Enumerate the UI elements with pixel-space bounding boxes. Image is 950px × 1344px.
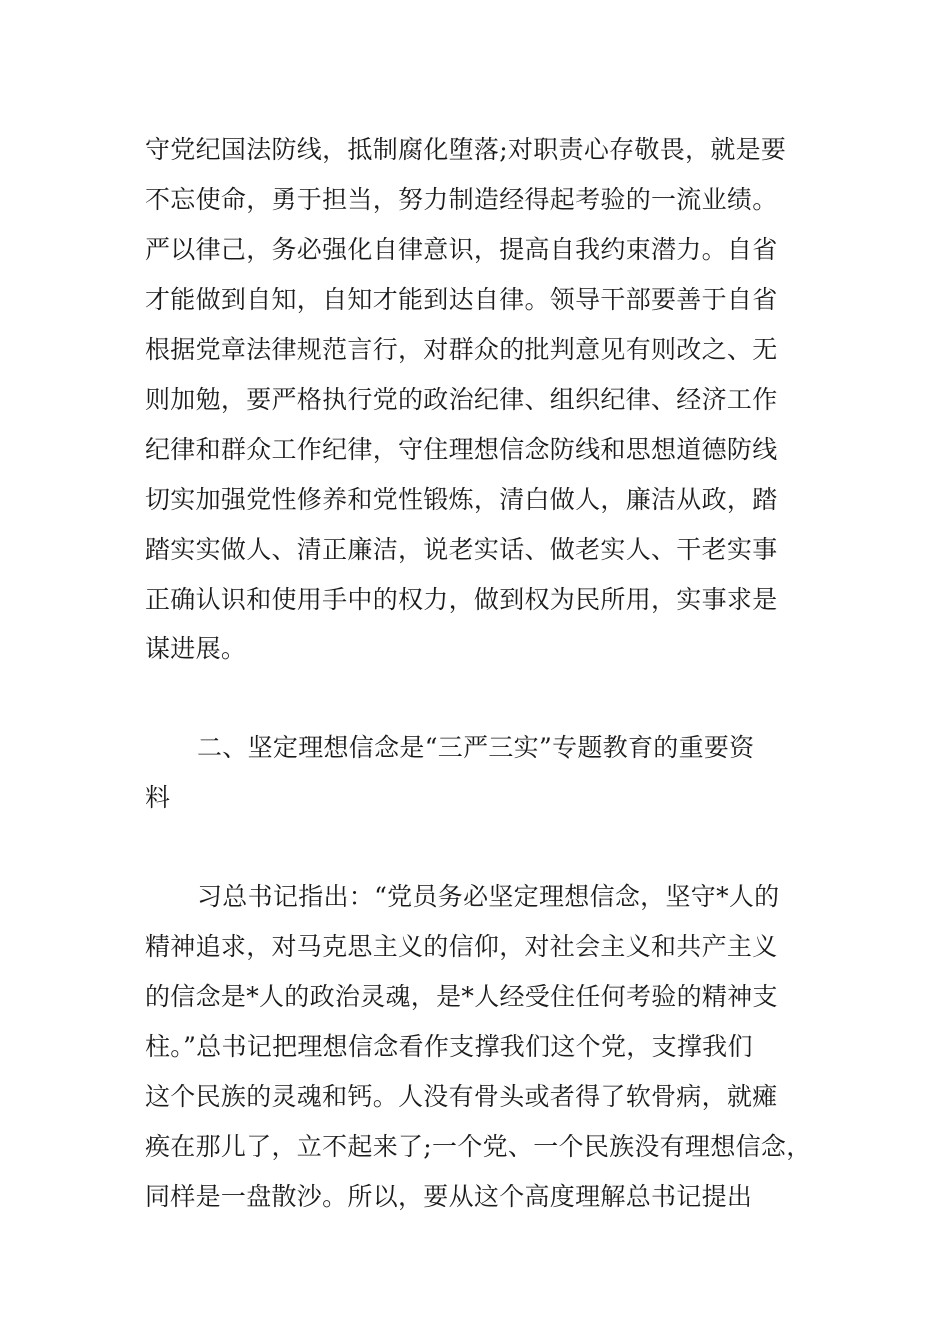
body-text-line-2: 不忘使命，勇于担当，努力制造经得起考验的一流业绩。	[145, 185, 778, 214]
section-heading-line-2: 料	[145, 783, 171, 812]
body-text-line-12: 习总书记指出：“党员务必坚定理想信念，坚守*人的	[197, 882, 780, 911]
body-text-line-11: 谋进展。	[145, 634, 247, 663]
body-text-line-10: 正确认识和使用手中的权力，做到权为民所用，实事求是	[145, 585, 778, 614]
body-text-line-1: 守党纪国法防线，抵制腐化堕落;对职责心存敬畏，就是要	[145, 135, 787, 164]
body-text-line-14: 的信念是*人的政治灵魂，是*人经受住任何考验的精神支	[145, 982, 778, 1011]
body-text-line-3: 严以律己，务必强化自律意识，提高自我约束潜力。自省	[145, 235, 778, 264]
body-text-line-16: 这个民族的灵魂和钙。人没有骨头或者得了软骨病，就瘫	[145, 1082, 778, 1111]
body-text-line-4: 才能做到自知，自知才能到达自律。领导干部要善于自省	[145, 285, 778, 314]
body-text-line-18: 同样是一盘散沙。所以，要从这个高度理解总书记提出	[145, 1182, 753, 1211]
body-text-line-13: 精神追求，对马克思主义的信仰，对社会主义和共产主义	[145, 932, 778, 961]
body-text-line-8: 切实加强党性修养和党性锻炼，清白做人，廉洁从政，踏	[145, 485, 778, 514]
body-text-line-5: 根据党章法律规范言行，对群众的批判意见有则改之、无	[145, 335, 778, 364]
section-heading-line-1: 二、坚定理想信念是“三严三实”专题教育的重要资	[197, 733, 755, 762]
body-text-line-9: 踏实实做人、清正廉洁，说老实话、做老实人、干老实事	[145, 535, 778, 564]
body-text-line-15: 柱。”总书记把理想信念看作支撑我们这个党，支撑我们	[145, 1032, 753, 1061]
body-text-line-17: 痪在那儿了，立不起来了;一个党、一个民族没有理想信念，	[145, 1132, 812, 1161]
body-text-line-6: 则加勉，要严格执行党的政治纪律、组织纪律、经济工作	[145, 385, 778, 414]
body-text-line-7: 纪律和群众工作纪律，守住理想信念防线和思想道德防线	[145, 435, 778, 464]
